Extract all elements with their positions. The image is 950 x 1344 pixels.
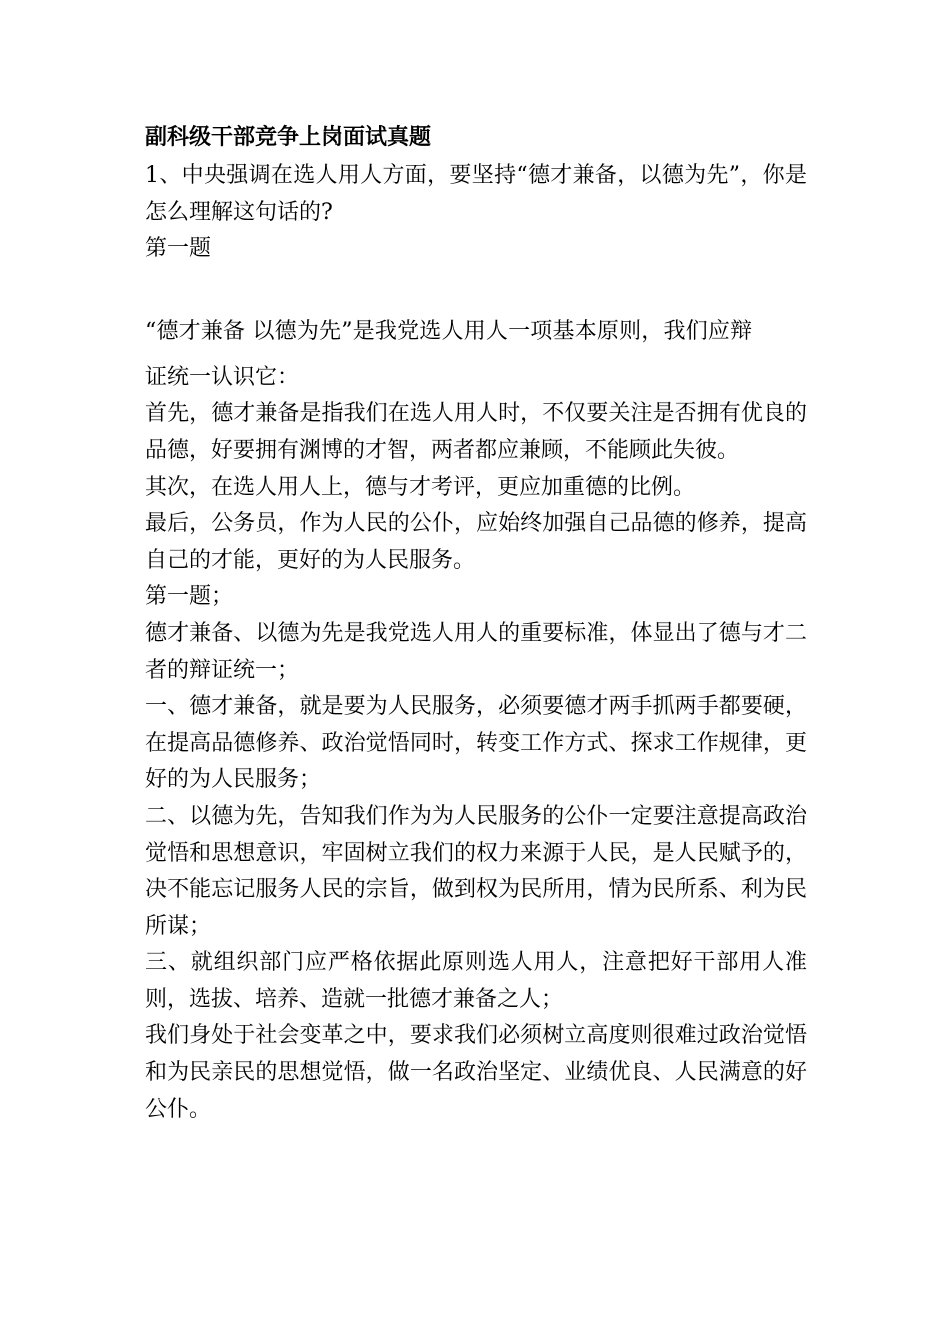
- document-title: 副科级干部竞争上岗面试真题: [145, 124, 432, 150]
- document-body: [145, 116, 807, 1128]
- answer1-paragraph-1: 首先，德才兼备是指我们在选人用人时，不仅要关注是否拥有优良的品德，好要拥有渊博的才智，两者都应兼顾，不能顾此失彼。: [145, 401, 807, 463]
- answer2-paragraph-1: 一、德才兼备，就是要为人民服务，必须要德才两手抓两手都要硬，在提高品德修养、政治觉悟同时，转变工作方式、探求工作规律，更好的为人民服务；: [145, 694, 807, 793]
- answer1-paragraph-3: 最后，公务员，作为人民的公仆，应始终加强自己品德的修养，提高自己的才能，更好的为人民服务。: [145, 511, 807, 573]
- question-text: 1、中央强调在选人用人方面，要坚持“德才兼备，以德为先”，你是怎么理解这句话的?: [145, 163, 807, 225]
- answer2-paragraph-3: 三、就组织部门应严格依据此原则选人用人，注意把好干部用人准则，选拔、培养、造就一批德才兼备之人；: [145, 950, 807, 1012]
- answer2-heading: 第一题；: [145, 584, 234, 610]
- answer2-paragraph-4: 我们身处于社会变革之中，要求我们必须树立高度则很难过政治觉悟和为民亲民的思想觉悟，做一名政治坚定、业绩优良、人民满意的好公仆。: [145, 1023, 807, 1122]
- answer2-paragraph-2: 二、以德为先，告知我们作为为人民服务的公仆一定要注意提高政治觉悟和思想意识，牢固树立我们的权力来源于人民，是人民赋予的，决不能忘记服务人民的宗旨，做到权为民所用，情为民所系、利为民所谋；: [145, 803, 807, 939]
- answer2-intro: 德才兼备、以德为先是我党选人用人的重要标准，体显出了德与才二者的辩证统一；: [145, 620, 807, 683]
- answer1-heading: 第一题: [145, 236, 212, 262]
- answer1-paragraph-2: 其次，在选人用人上，德与才考评，更应加重德的比例。: [145, 474, 696, 500]
- answer1-intro: “德才兼备 以德为先”是我党选人用人一项基本原则，我们应辩: [145, 318, 753, 344]
- answer1-intro-continued: 证统一认识它：: [145, 364, 300, 390]
